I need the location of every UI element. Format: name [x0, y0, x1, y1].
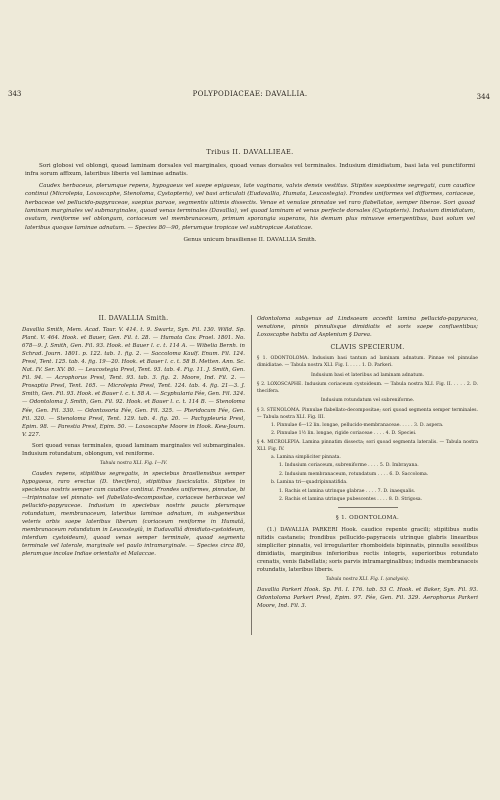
key-row: § 2. LOXOSCAPHE. Indusium coriaceum cystoideum. — Tabula nostra XLI. Fig. II. . . . . 2. D. thecifera. [257, 381, 478, 394]
species-description: (1.) DAVALLIA PARKERI Hook. caudice repente gracili; stipitibus nudis nitidis castaneis; frondibus pellucido-papyraceis utrinque glabris linearibus simpliciter pinnatis, vel irregulariter rhomboideis bipinnatis, pinnulis sessilibus dimidiatis, marginibus inferioribus rectis integris, superioribus rotundato crenatis, venis flabellatis; soris parvis intramarginalibus; indusiis membranaceis rotundatis, lateribus liberis. [257, 527, 478, 574]
description-text: Caudex repens, stipitibus segregatis, in speciebus brasiliensibus semper hypogaeus, raro erectus (D. thecifera), stipitibus fasciculatis. Stipites in speciebus nostris semper cum caudice continui. Frondes uniformes, pinnatae, bi—tripinnatae vel pinnato- vel flabellato-decompositae, coriaceae herbaceae vel pellucido-papyraceae. Indusium in speciebus nostris paucis plerumque rotundatum, membranaceum, lateribus laminae adnatum, in subgeneribus veteris orbis saepe lateribus liberum (coriaceum reniforme in Humatâ, membranaceum rotundatum in Leucostegiâ, in Eudavalliâ dimidiato-cystoideum, interdum cystoideum), quoad venas semper terminale, quoad segmenta terminale vel laterale, marginale vel paulo intramarginale. — Species circa 80, plerumque incolae Indiae orientalis et Malaccae. [22, 470, 245, 558]
left-column [22, 315, 245, 558]
synonymy-text: Davallia Smith, Mem. Acad. Taur. V. 414. t. 9. Swartz, Syn. Fil. 130. Willd. Sp. Plant. V. 464. Hook. et Bauer, Gen. Fil. t. 28. — Humata Cav. Prael. 1801. No. 678—9. J. Smith, Gen. Fil. 93. Hook. et Bauer l. c. t. 114 A. — Wibelia Bernh. in Schrad. Journ. 1801. p. 122. tab. 1. fig. 2. — Saccoloma Kaulf. Enum. Fil. 124. Presl, Tent. 125. tab. 4. fig. 19—20. Hook. et Bauer l. c. t. 58 B. Metten. Ann. Sc. Nat. IV. Ser. XV. 80. — Leucostegia Presl, Tent. 93. tab. 4. Fig. 11. J. Smith, Gen. Fil. 94. — Acrophorus Presl, Tent. 93. tab. 3. fig. 2. Moore, Ind. Fil. 2. — Prosaptia Presl, Tent. 165. — Microlepia Presl, Tent. 124. tab. 4. fig. 21—3. J. Smith, Gen. Fil. 93. Hook. et Bauer l. c. t. 58 A. — Scyphularia Fée, Gen. Fil. 324. — Odontoloma J. Smith, Gen. Fil. 92. Hook. et Bauer l. c. t. 114 B. — Stenoloma Fée, Gen. Fil. 330. — Odontosoria Fée, Gen. Fil. 325. — Pteridocum Fée, Gen. Fil. 320. — Stenoloma Presl, Tent. 129. tab. 4. fig. 20. — Pachypleuria Presl, Epim. 98. — Parestia Presl, Epim. 50. — Loxoscaphe Moore in Hook. Kew-Journ. V. 227. [22, 327, 245, 438]
key-row: § 1. ODONTOLOMA. Indusium basi tantum ad laminam adnatum. Pinnae vel pinnulae dimidiatae. — Tabula nostra XLI. Fig. I. . . . . 1. D. Parkeri. [257, 356, 478, 369]
section-title: § 1. ODONTOLOMA. [335, 515, 400, 521]
column-divider [251, 315, 252, 635]
key-row: 1. Pinnulae 6—12 lin. longae, pellucido-membranaceae. . . . . 3. D. aspera. [271, 422, 444, 428]
intro-text [25, 162, 475, 248]
plate-reference: Tabula nostra XLI. Fig. I—IV. [99, 460, 168, 466]
right-column [257, 315, 478, 611]
species-synonymy: Davallia Parkeri Hook. Sp. Fil. I. 176. tab. 53 C. Hook. et Baker, Syn. Fil. 93. Odontoloma Parkeri Presl, Epim. 97. Fée, Gen. Fil. 329. Aerophorus Parkeri Moore, Ind. Fil. 3. [257, 587, 478, 610]
key-row: 2. Rachis et lamina utrinque pubescentes . . . . 8. D. Strigosa. [279, 497, 423, 503]
genus-title: II. DAVALLIA Smith. [98, 315, 169, 322]
key-row: 2. Pinnulae 1½ lin. longae, rigide coriaceae . . . . 4. D. Speciei. [271, 431, 417, 437]
key-row: Indusium basi et lateribus ad laminam adnatum. [310, 372, 425, 378]
page-number-left: 343 [8, 90, 22, 98]
plate-reference: Tabula nostra XLI. Fig. I. (analysis). [325, 577, 410, 583]
sori-text: Sori quoad venas terminales, quoad laminam marginales vel submarginales. Indusium rotundatum, oblongum, vel reniforme. [22, 442, 245, 457]
intro-paragraph: Caudex herbaceus, plerumque repens, hypogaeus vel saepe epigaeus, late vaginans, valvis densis vestitus. Stipites saepissime segregati, cum caudice continui (Microlepia, Loxoscaphe, Stenoloma, Cystopteris), vel basi articulati (Eudavallia, Humata, Leucostegia). Frondes uniformes vel difformes, coriaceae, herbaceae vel pellucido-papyraceae, saepius parvae, segmentis ultimis dissectis. Venae et venulae pinnatae vel raro flabellatae, semper liberae. Sori quoad laminam marginales vel submarginales, quoad venas terminales (Davallia), vel quoad laminam et venas perfecte dorsales (Cystopteris). Indusium dimidiatum, ovatum, reniforme vel oblongum, coriaceum vel membranaceum, primum sporangia superans, his demum plus minusve emergentibus, basi solum vel lateribus quoque laminae adnatum. — Species 80—90, plerumque tropicae vel subtropicae Asiaticae. [25, 182, 475, 231]
genus-note: Genus unicum brasiliense II. DAVALLIA Smith. [183, 237, 317, 244]
key-row: 2. Indusium membranaceum, rotundatum . . . . 6. D. Saccoloma. [279, 471, 429, 477]
species-key [257, 356, 478, 504]
subgenus-note: Odontoloma subgenus ad Lindsaeam accedit lamina pellucido-papyracea, venatione, pinnis pinnulisque dimidiatis et soris saepe confluentibus; Loxoscaphe habitu ad Asplenium § Darea. [257, 316, 478, 339]
intro-paragraph: Sori globosi vel oblongi, quoad laminam dorsales vel marginales, quoad venas dorsales vel terminales. Indusium dimidiatum, basi lata vel punctiformi infra sorum affixum, lateribus liberis vel laminae adnatis. [25, 163, 475, 178]
key-row: 1. Indusium coriaceum, subreniforme . . . . 5. D. Imbrayana. [279, 463, 419, 469]
key-title: CLAVIS SPECIERUM. [330, 344, 405, 352]
key-row: § 4. MICROLEPIA. Lamina pinnatim dissecta; sori quoad segmenta lateralis. — Tabula nostra XLI. Fig. IV. [257, 439, 478, 452]
tribe-title: Tribus II. DAVALLIEAE. [206, 148, 294, 156]
page-number-right: 344 [476, 93, 490, 101]
key-row: b. Lamina tri—quadripinnatifida. [271, 480, 348, 486]
running-title: POLYPODIACEAE: DAVALLIA. [192, 90, 308, 98]
key-row: a. Lamina simpliciter pinnata. [271, 455, 341, 461]
divider [338, 507, 398, 508]
key-row: Indusium rotundatum vel subreniforme. [320, 398, 415, 404]
key-row: § 3. STENOLOMA. Pinnulae flabellato-decompositae; sori quoad segmenta semper terminales. — Tabula nostra XLI. Fig. III. [257, 407, 478, 420]
key-row: 1. Rachis et lamina utrinque glabrae . . . . 7. D. inaequalis. [279, 488, 416, 494]
